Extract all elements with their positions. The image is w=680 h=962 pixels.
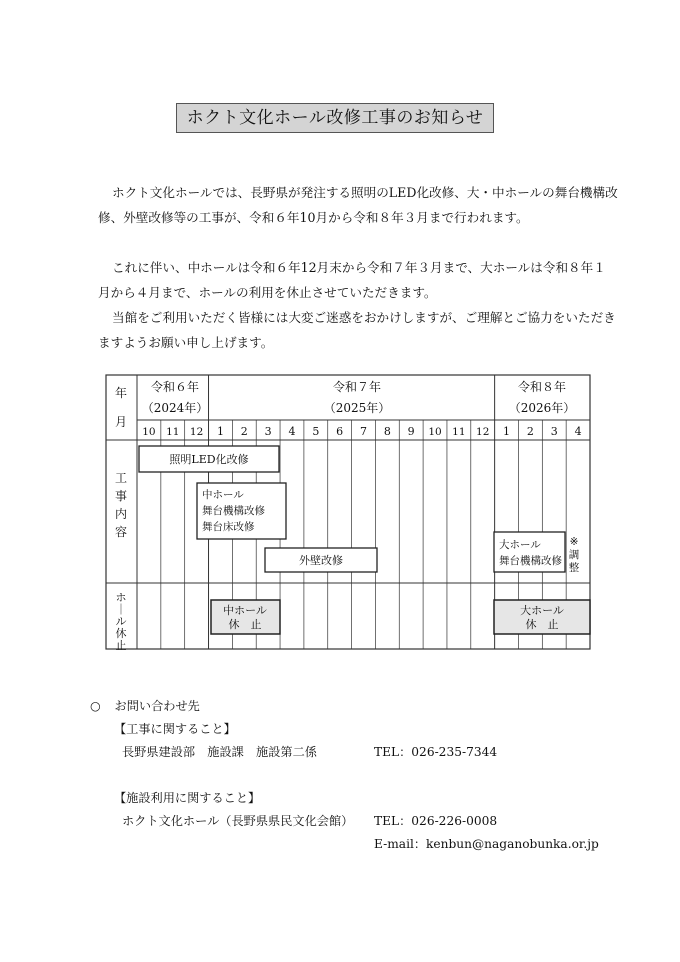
facility-name: ホクト文化ホール（長野県県民文化会館）: [122, 814, 354, 828]
closure-label-5: 止: [115, 639, 127, 651]
large-hall-closure-label-2: 休 止: [525, 618, 559, 631]
month-label: 11: [166, 426, 180, 438]
month-label: 7: [360, 425, 367, 438]
month-label: 4: [574, 425, 582, 438]
facility-contact-heading: 【施設利用に関すること】: [114, 791, 261, 805]
month-label: 6: [336, 425, 344, 438]
facility-email: E-mail：kenbun@naganobunka.or.jp: [374, 837, 599, 851]
year-r7-western: （2025年）: [323, 401, 391, 415]
month-label: 12: [189, 426, 204, 438]
month-label: 1: [503, 425, 511, 438]
apology-paragraph: [98, 305, 618, 355]
year-r7-label: 令和７年: [332, 380, 382, 394]
middle-hall-closure-label-1: 中ホール: [223, 604, 267, 617]
month-label: 2: [526, 425, 534, 438]
middle-hall-closure-label-2: 休 止: [228, 618, 262, 631]
middle-hall-stage-label-2: 舞台機構改修: [202, 505, 265, 517]
adjustment-note-2: 調: [568, 549, 580, 561]
intro-text: ホクト文化ホールでは、長野県が発注する照明のLED化改修、大・中ホールの舞台機構改修、外壁改修等の工事が、令和６年10月から令和８年３月まで行われます。: [98, 185, 618, 225]
works-label-4: 容: [114, 525, 128, 539]
year-r8-western: （2026年）: [508, 401, 576, 415]
large-hall-stage-label-2: 舞台機構改修: [499, 555, 562, 567]
facility-phone: TEL：026-226-0008: [374, 814, 498, 828]
month-label: 3: [550, 425, 558, 438]
year-r8-label: 令和８年: [517, 380, 567, 394]
middle-hall-stage-label-3: 舞台床改修: [202, 521, 255, 533]
middle-hall-stage-label-1: 中ホール: [202, 489, 244, 501]
intro-paragraph: [98, 180, 618, 230]
large-hall-closure-label-1: 大ホール: [520, 604, 564, 617]
closure-label-2: ｜: [115, 603, 127, 616]
works-label-2: 事: [114, 489, 128, 503]
month-label: 10: [142, 426, 156, 438]
adjustment-note-3: 整: [568, 562, 580, 574]
month-header-label: 月: [114, 415, 128, 429]
month-label: 4: [288, 425, 296, 438]
facade-renovation-label: 外壁改修: [299, 554, 343, 567]
closure-label-3: ル: [115, 615, 127, 628]
page-title: ホクト文化ホール改修工事のお知らせ: [176, 103, 494, 133]
closure-label-4: 休: [115, 627, 127, 640]
year-header-label: 年: [114, 386, 128, 400]
construction-contact-heading: 【工事に関すること】: [114, 722, 236, 736]
month-label: 3: [264, 425, 272, 438]
closure-paragraph: [98, 255, 618, 305]
works-label-1: 工: [114, 471, 128, 485]
construction-department: 長野県建設部 施設課 施設第二係: [122, 745, 317, 759]
construction-schedule-table: [105, 374, 592, 651]
construction-phone: TEL：026-235-7344: [374, 745, 498, 759]
year-r6-label: 令和６年: [150, 380, 200, 394]
month-label: 1: [216, 425, 224, 438]
month-label: 2: [240, 425, 248, 438]
month-label: 11: [452, 426, 466, 438]
month-label: 8: [383, 425, 391, 438]
closure-text: これに伴い、中ホールは令和６年12月末から令和７年３月まで、大ホールは令和８年１月から４月まで、ホールの利用を休止させていただきます。: [98, 260, 606, 300]
contact-heading-text: お問い合わせ先: [114, 699, 200, 713]
large-hall-stage-label-1: 大ホール: [499, 539, 541, 551]
month-label: 12: [476, 426, 490, 438]
month-label: 5: [312, 425, 320, 438]
contact-heading: [90, 697, 200, 715]
month-label: 9: [407, 425, 415, 438]
circle-bullet: ○: [90, 699, 101, 713]
adjustment-note-1: ※: [569, 536, 579, 548]
led-renovation-label: 照明LED化改修: [169, 453, 249, 466]
year-r6-western: （2024年）: [141, 401, 209, 415]
month-label: 10: [428, 426, 442, 438]
works-label-3: 内: [114, 507, 128, 521]
apology-text: 当館をご利用いただく皆様には大変ご迷惑をおかけしますが、ご理解とご協力をいただきますようお願い申し上げます。: [98, 310, 616, 350]
closure-label-1: ホ: [115, 591, 127, 604]
